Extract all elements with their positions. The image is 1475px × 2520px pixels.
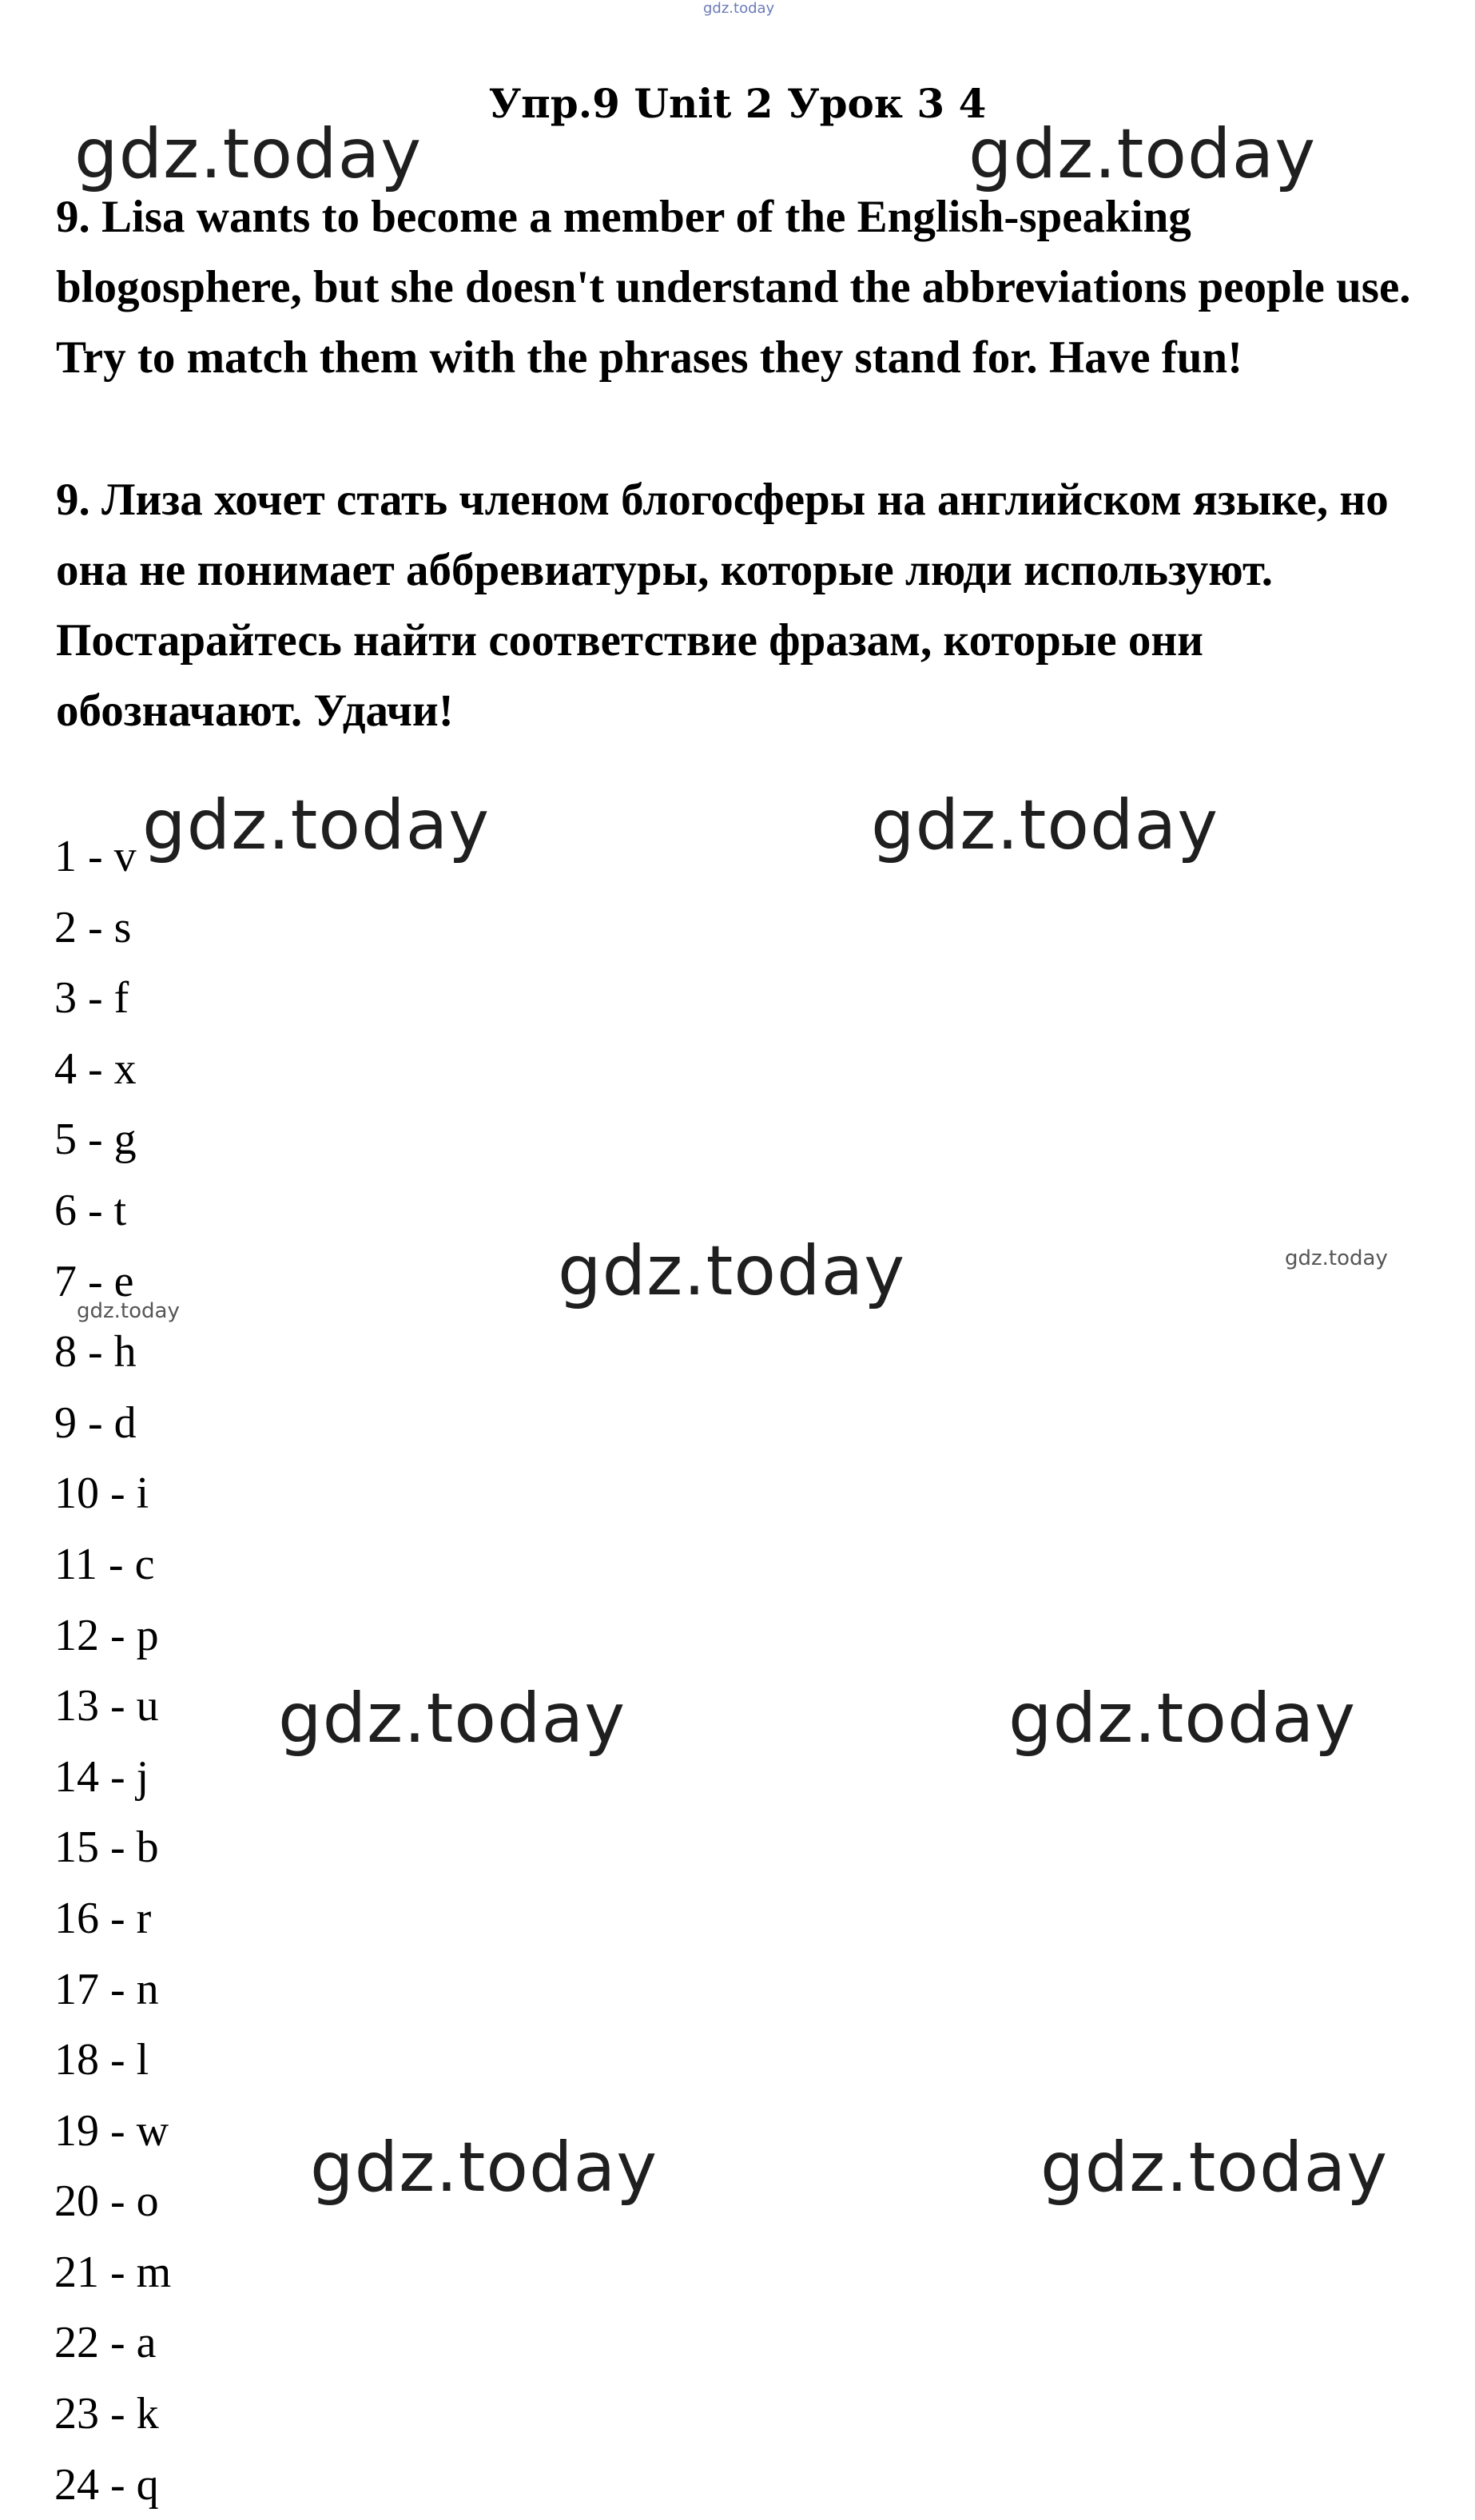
answer-item: 9 - d (54, 1397, 137, 1448)
answer-item: 12 - p (54, 1610, 159, 1660)
answer-item: 10 - i (54, 1469, 149, 1519)
watermark: gdz.today (74, 114, 423, 194)
answer-item: 20 - o (54, 2176, 159, 2227)
watermark-top: gdz.today (703, 0, 775, 17)
answer-item: 17 - n (54, 1964, 159, 2014)
answer-item: 2 - s (54, 902, 132, 952)
watermark-small: gdz.today (77, 1299, 180, 1323)
watermark: gdz.today (142, 785, 491, 865)
answer-item: 13 - u (54, 1681, 159, 1731)
page-title: Упр.9 Unit 2 Урок 3 4 (488, 80, 987, 127)
watermark: gdz.today (871, 785, 1219, 865)
answer-item: 6 - t (54, 1185, 127, 1235)
answer-item: 1 - v (54, 832, 137, 881)
answer-item: 3 - f (54, 973, 129, 1024)
answer-item: 14 - j (54, 1751, 149, 1802)
answer-list (54, 821, 171, 2520)
answer-item: 7 - e (54, 1256, 134, 1306)
answer-item: 5 - g (54, 1115, 137, 1165)
watermark: gdz.today (968, 114, 1317, 194)
task-text-russian: 9. Лиза хочет стать членом блогосферы на английском языке, но она не понимает аббревиатуры, которые люди используют. Постарайтесь найти соответствие фразам, которые они обозначают. Удачи! (56, 475, 1389, 736)
answer-item: 19 - w (54, 2105, 169, 2156)
answer-item: 8 - h (54, 1327, 137, 1377)
answer-item: 22 - a (54, 2318, 157, 2368)
answer-item: 23 - k (54, 2389, 159, 2439)
watermark: gdz.today (1040, 2128, 1389, 2208)
task-text-english: 9. Lisa wants to become a member of the English-speaking blogosphere, but she doesn't understand the abbreviations people use. Try to match them with the phrases they stand for. Have fun! (56, 192, 1411, 383)
watermark: gdz.today (558, 1231, 906, 1311)
answer-item: 18 - l (54, 2035, 149, 2085)
answer-item: 21 - m (54, 2247, 172, 2297)
answer-item: 11 - c (54, 1539, 155, 1589)
answer-item: 4 - x (54, 1043, 137, 1094)
watermark-small: gdz.today (1285, 1246, 1388, 1270)
answer-item: 24 - q (54, 2459, 159, 2510)
watermark: gdz.today (1008, 1679, 1357, 1759)
watermark: gdz.today (310, 2128, 658, 2208)
answer-item: 16 - r (54, 1893, 152, 1943)
answer-item: 15 - b (54, 1822, 159, 1873)
watermark: gdz.today (278, 1679, 626, 1759)
